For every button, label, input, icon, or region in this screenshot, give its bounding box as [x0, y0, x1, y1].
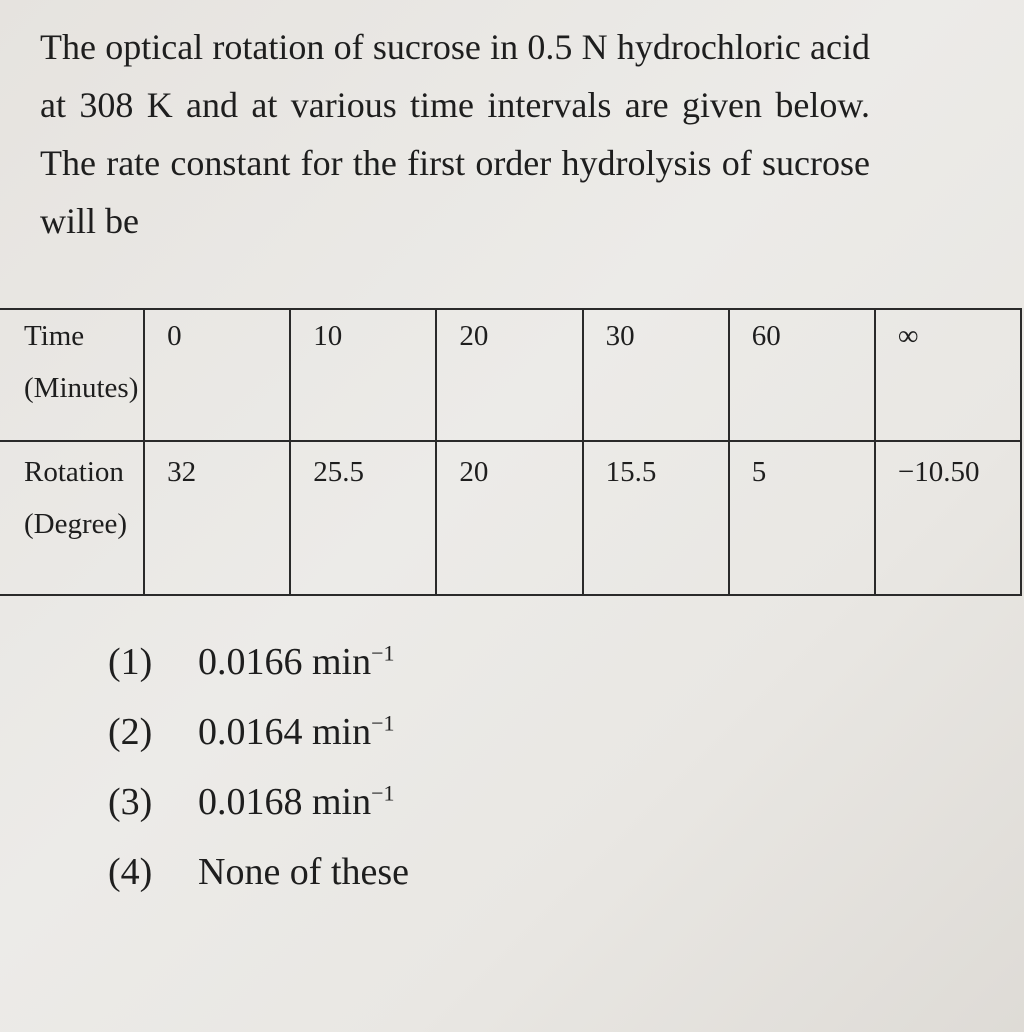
- row-header-time-line2: (Minutes): [24, 372, 139, 404]
- table-cell-time: 10: [290, 309, 436, 441]
- table-row-rotation: [0, 441, 1021, 595]
- row-header-rotation: [0, 441, 144, 595]
- row-header-time-line1: Time: [24, 320, 85, 352]
- option-value: 0.0164 min: [198, 711, 372, 753]
- question-text: The optical rotation of sucrose in 0.5 N hydrochloric acid at 308 K and at various time intervals are given below. The rate constant for the first order hydrolysis of sucrose will be: [40, 27, 870, 241]
- option-text: [198, 780, 395, 824]
- option-number: (3): [108, 781, 153, 823]
- answer-options: [108, 640, 409, 920]
- option-exponent: −1: [371, 640, 395, 666]
- answer-option-1[interactable]: [108, 640, 409, 710]
- row-header-time: [0, 309, 144, 441]
- option-number: (4): [108, 851, 153, 893]
- option-text: [198, 850, 409, 894]
- option-value: 0.0168 min: [198, 781, 372, 823]
- answer-option-4[interactable]: [108, 850, 409, 920]
- table-cell-time: 0: [144, 309, 290, 441]
- table-cell-rotation: −10.50: [875, 441, 1021, 595]
- table-cell-time: ∞: [875, 309, 1021, 441]
- table-row-time: [0, 309, 1021, 441]
- table-cell-rotation: 20: [436, 441, 582, 595]
- table-cell-rotation: 5: [729, 441, 875, 595]
- option-number: (2): [108, 711, 153, 753]
- row-header-rotation-line1: Rotation: [24, 456, 124, 488]
- option-exponent: −1: [371, 710, 395, 736]
- option-number: (1): [108, 641, 153, 683]
- data-table: [0, 308, 1022, 596]
- table-cell-rotation: 25.5: [290, 441, 436, 595]
- option-text: [198, 710, 395, 754]
- option-exponent: −1: [371, 780, 395, 806]
- table-cell-time: 30: [583, 309, 729, 441]
- option-value: None of these: [198, 851, 410, 893]
- option-text: [198, 640, 395, 684]
- option-value: 0.0166 min: [198, 641, 372, 683]
- table-cell-time: 20: [436, 309, 582, 441]
- answer-option-2[interactable]: [108, 710, 409, 780]
- table-cell-rotation: 15.5: [583, 441, 729, 595]
- answer-option-3[interactable]: [108, 780, 409, 850]
- table-cell-rotation: 32: [144, 441, 290, 595]
- row-header-rotation-line2: (Degree): [24, 508, 128, 540]
- table-cell-time: 60: [729, 309, 875, 441]
